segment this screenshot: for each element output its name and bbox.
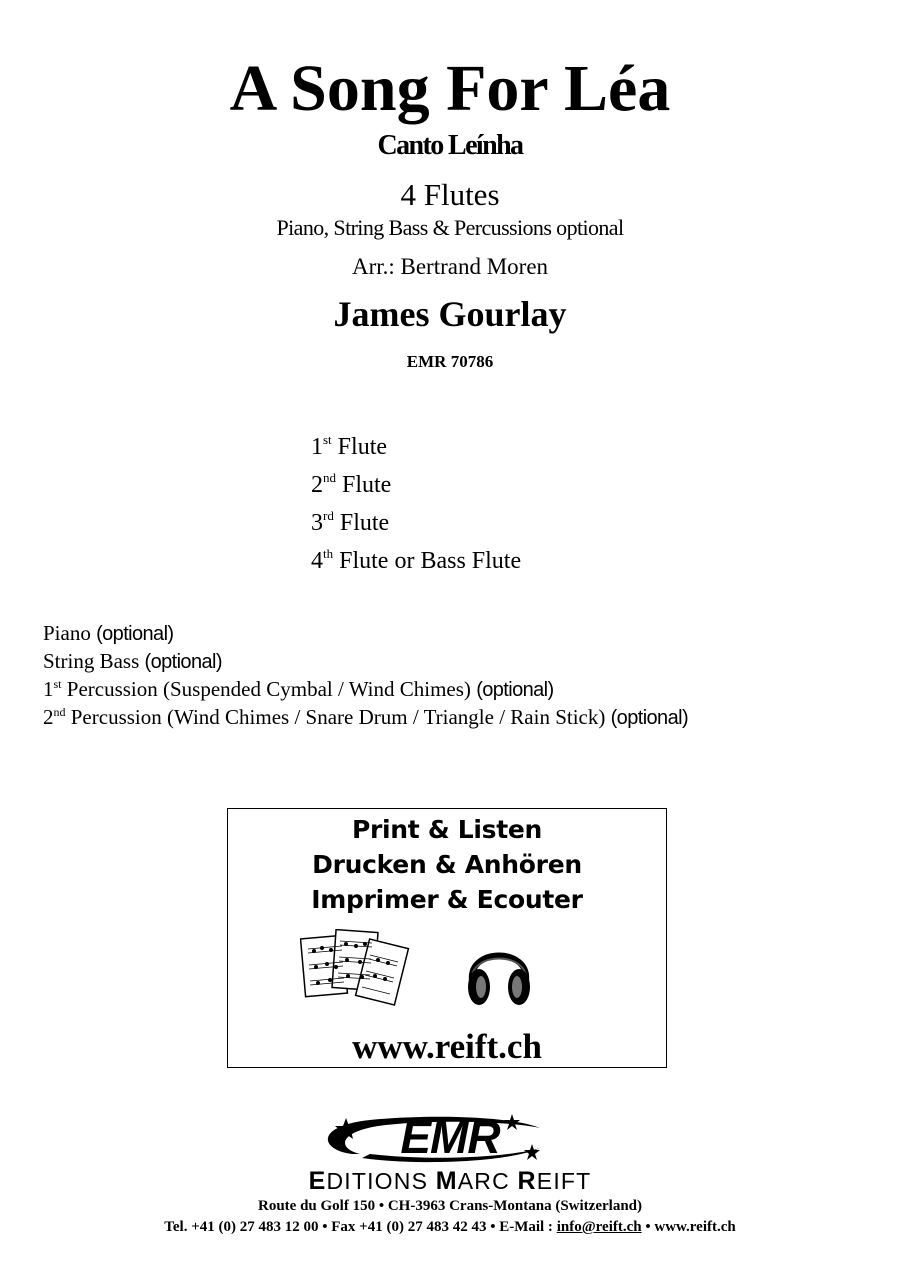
part-ordinal-suffix: nd	[53, 705, 66, 719]
publisher-address: Route du Golf 150 • CH-3963 Crans-Montana (Switzerland)	[258, 1198, 642, 1214]
composer: James Gourlay	[333, 294, 567, 334]
part-name: Percussion (Wind Chimes / Snare Drum / Triangle / Rain Stick)	[70, 705, 606, 729]
publisher-name	[0, 1168, 900, 1194]
subtitle: Canto Leínha	[377, 130, 523, 161]
part-name: String Bass	[43, 649, 140, 673]
part-ordinal-suffix: rd	[323, 508, 334, 523]
part-ordinal-suffix: st	[323, 432, 332, 447]
part-ordinal: 2	[311, 472, 323, 498]
publisher-part: EIFT	[536, 1168, 592, 1194]
optional-part-item	[43, 647, 688, 675]
emr-logo-text: EMR	[400, 1111, 500, 1163]
optional-part-item	[43, 703, 688, 731]
part-ordinal: 1	[311, 434, 323, 460]
catalog-number: EMR 70786	[406, 352, 494, 371]
part-name: Flute	[339, 510, 390, 536]
promo-line-german: Drucken & Anhören	[312, 850, 582, 879]
headphones-icon	[464, 929, 534, 1011]
part-name: Piano	[43, 621, 91, 645]
promo-website[interactable]: www.reift.ch	[352, 1027, 542, 1066]
part-ordinal-suffix: th	[323, 546, 334, 561]
part-name: Flute	[342, 472, 392, 498]
part-ordinal-suffix: nd	[323, 470, 336, 485]
contact-website: • www.reift.ch	[641, 1219, 736, 1235]
parts-list	[311, 432, 521, 584]
part-item	[311, 546, 521, 584]
contact-phone-fax: Tel. +41 (0) 27 483 12 00 • Fax +41 (0) 27 483 42 43 • E-Mail :	[164, 1219, 557, 1235]
optional-label: (optional)	[144, 651, 222, 673]
part-item	[311, 508, 521, 546]
part-ordinal: 4	[311, 548, 323, 574]
optional-label: (optional)	[96, 623, 174, 645]
optional-parts-list	[43, 619, 688, 731]
part-ordinal: 3	[311, 510, 323, 536]
part-name: Flute or Bass Flute	[339, 548, 522, 574]
part-name: Percussion (Suspended Cymbal / Wind Chimes)	[66, 677, 471, 701]
page-title: A Song For Léa	[229, 52, 671, 125]
part-item	[311, 432, 521, 470]
part-ordinal: 2	[43, 705, 54, 729]
publisher-initial-e: E	[308, 1167, 327, 1195]
publisher-initial-m: M	[435, 1167, 458, 1195]
publisher-part: DITIONS	[326, 1168, 436, 1194]
instrumentation: 4 Flutes	[400, 177, 500, 212]
instrumentation-optional: Piano, String Bass & Percussions optional	[276, 215, 624, 240]
part-ordinal-suffix: st	[53, 677, 62, 691]
publisher-initial-r: R	[517, 1167, 537, 1195]
optional-part-item	[43, 619, 688, 647]
part-ordinal: 1	[43, 677, 54, 701]
optional-label: (optional)	[610, 707, 689, 729]
publisher-contact	[0, 1218, 900, 1236]
email-link[interactable]: info@reift.ch	[556, 1219, 642, 1235]
arranger: Arr.: Bertrand Moren	[351, 254, 549, 279]
publisher-part: ARC	[457, 1168, 518, 1194]
promo-line-english: Print & Listen	[351, 815, 543, 844]
promo-line-french: Imprimer & Ecouter	[311, 885, 583, 914]
part-item	[311, 470, 521, 508]
print-listen-box	[227, 808, 667, 1068]
part-name: Flute	[337, 434, 388, 460]
optional-label: (optional)	[476, 679, 554, 701]
optional-part-item	[43, 675, 688, 703]
sheet-music-icon	[300, 929, 412, 1011]
